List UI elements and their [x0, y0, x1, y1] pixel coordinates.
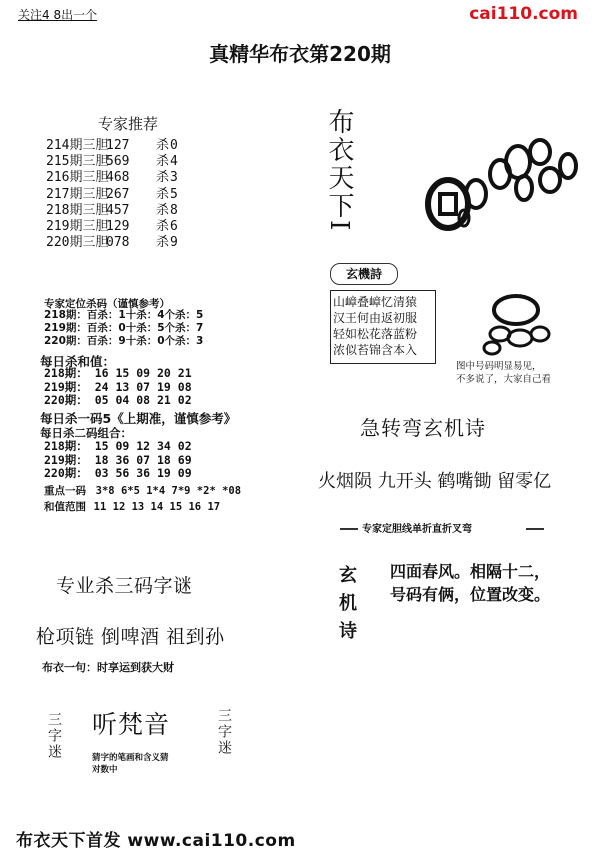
kill-label: 杀 [156, 235, 170, 251]
list-item: 218期： 16 15 09 20 21 [44, 366, 192, 380]
buyi-vertical-text: 布衣天下I [324, 108, 354, 233]
riddle-clues: 火烟陨 九开头 鹤嘴锄 留零亿 [318, 471, 552, 492]
digits-cell: 078 [106, 235, 130, 251]
table-row [46, 138, 178, 154]
rule-text: 专家定胆线单折直折叉弯 [362, 524, 472, 535]
riddle-line: 四面春风。相隔十二， [390, 562, 551, 581]
list-item: 219期： 18 36 07 18 69 [44, 452, 192, 467]
kill-label: 杀 [156, 170, 170, 186]
list-item: 220期：百杀：9十杀：0个杀：3 [44, 335, 204, 347]
kill-cell: 0 [170, 138, 178, 153]
expert-heading: 专家推荐 [98, 115, 159, 133]
period-cell: 217期三胆 [46, 186, 109, 202]
list-item: 219期： 24 13 07 19 08 [44, 379, 192, 394]
riddle-hint [92, 752, 169, 776]
digits-cell: 127 [106, 138, 130, 153]
poem-heading: 玄機詩 [330, 263, 398, 285]
caption-line: 图中号码明显易见， [456, 361, 542, 372]
sum-range-label: 和值范围 [44, 501, 86, 513]
rule-right [526, 528, 544, 530]
poem-line: 汉王何由返初服 [333, 311, 418, 325]
table-row [46, 203, 178, 219]
poem-line: 浓似苔锦含本入 [333, 343, 418, 357]
position-kill-heading: 专家定位杀码（谨慎参考） [44, 298, 170, 310]
period-cell: 214期三胆 [46, 138, 109, 153]
one-code-heading: 每日杀一码5《上期准，谨慎参考》 [40, 411, 237, 426]
list-item: 220期： 03 56 36 19 09 [44, 466, 192, 480]
riddle-lines [390, 560, 550, 606]
sum-range-values: 11 12 13 14 15 16 17 [93, 501, 221, 513]
sum-range-row [44, 499, 220, 514]
focus-code-label: 重点一码 [44, 485, 86, 497]
list-item: 219期：百杀：0十杀：5个杀：7 [44, 322, 204, 334]
two-code-list [44, 440, 192, 481]
kill-cell: 6 [170, 219, 178, 235]
riddle-center-word: 听梵音 [92, 710, 171, 739]
digits-cell: 569 [106, 154, 130, 170]
buyi-one-line: 布衣一句：时享运到获大财 [42, 661, 174, 674]
period-cell: 220期三胆 [46, 235, 109, 251]
poem-caption [456, 360, 551, 386]
kill-cell: 4 [170, 154, 178, 170]
follow-note: 关注4 8出一个 [18, 8, 98, 22]
page-title: 真精华布衣第220期 [209, 42, 391, 66]
rule-left [340, 528, 358, 530]
period-cell: 218期三胆 [46, 202, 109, 218]
kill-label: 杀 [156, 186, 170, 202]
position-kill-list [44, 309, 203, 348]
riddle-line: 号码有俩，位置改变。 [390, 585, 551, 604]
table-row [46, 187, 178, 203]
poem-line: 轻如松花落蓝粉 [333, 327, 418, 341]
caption-line: 不多说了，大家自己看 [456, 374, 552, 385]
focus-code-row [44, 483, 241, 498]
left-riddle-label: 三字迷 [46, 712, 62, 760]
sum-kill-heading: 每日杀和值： [40, 354, 116, 369]
table-row [46, 235, 178, 251]
chain-ring-image [476, 290, 556, 358]
list-item: 218期： 15 09 12 34 02 [44, 439, 192, 453]
table-row [46, 170, 178, 186]
digits-cell: 267 [106, 186, 130, 202]
kill-label: 杀 [156, 202, 170, 218]
kill-label: 杀 [156, 219, 170, 235]
digits-cell: 457 [106, 202, 130, 218]
focus-code-values: 3*8 6*5 1*4 7*9 *2* *08 [95, 485, 242, 497]
list-item: 218期：百杀：1十杀：4个杀：5 [44, 309, 204, 321]
hint-line: 对数中 [92, 765, 118, 775]
table-row [46, 219, 178, 235]
two-code-heading: 每日杀二码组合： [40, 426, 132, 440]
coin-chain-image [418, 134, 578, 244]
kill-cell: 8 [170, 202, 178, 218]
xuanji-vertical-label: 玄机诗 [336, 565, 357, 649]
period-cell: 219期三胆 [46, 219, 109, 235]
kill-label: 杀 [156, 154, 170, 170]
sum-kill-list [44, 367, 192, 408]
pro-riddle-title: 专业杀三码字谜 [56, 575, 193, 597]
table-row [46, 154, 178, 170]
hint-line: 猜字的笔画和含义猜 [92, 753, 169, 763]
footer-text: 布衣天下首发 www.cai110.com [16, 831, 296, 851]
expert-table [46, 138, 178, 251]
digits-cell: 468 [106, 170, 130, 186]
riddle-title: 急转弯玄机诗 [360, 416, 486, 440]
kill-label: 杀 [156, 138, 170, 153]
kill-cell: 3 [170, 170, 178, 186]
poem-lines [333, 294, 417, 358]
kill-cell: 5 [170, 186, 178, 202]
right-riddle-label: 三字迷 [216, 708, 232, 756]
pro-riddle-clue: 枪项链 倒啤酒 祖到孙 [36, 626, 225, 648]
digits-cell: 129 [106, 219, 130, 235]
poem-line: 山嶂叠嶂忆清猿 [333, 295, 418, 309]
period-cell: 216期三胆 [46, 170, 109, 186]
brand-logo-text[interactable]: cai110.com [469, 4, 578, 24]
period-cell: 215期三胆 [46, 154, 109, 170]
list-item: 220期： 05 04 08 21 02 [44, 393, 192, 407]
kill-cell: 9 [170, 235, 178, 251]
